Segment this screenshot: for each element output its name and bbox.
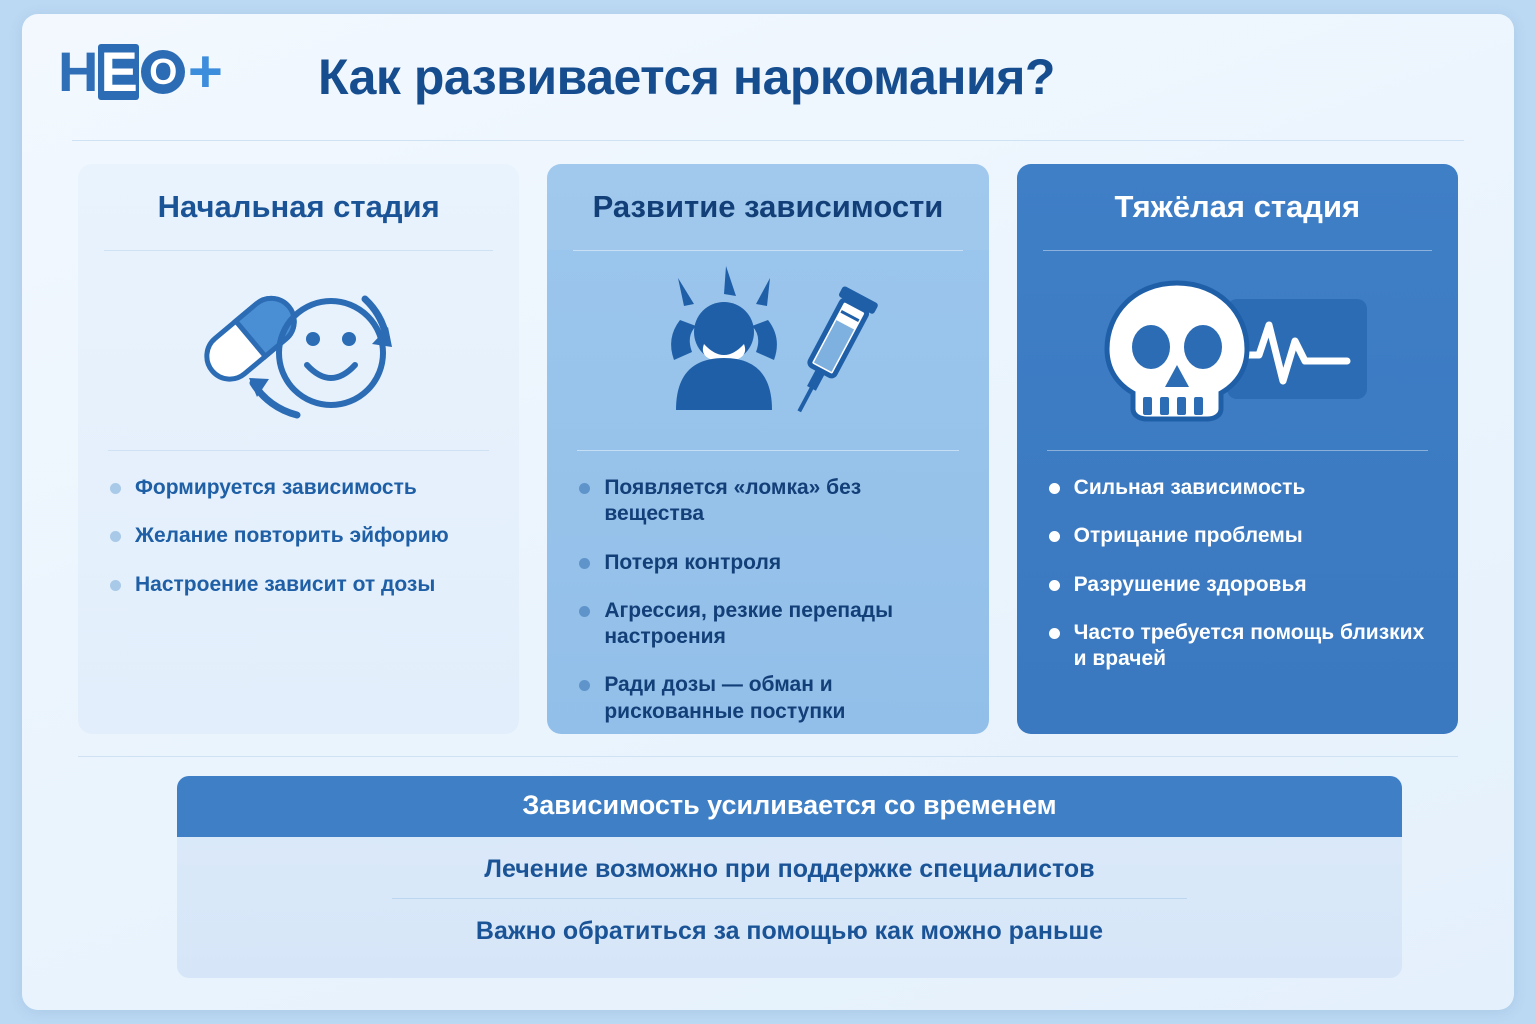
list-item xyxy=(579,475,958,528)
stage-bullets xyxy=(78,451,519,598)
bullet-text: Желание повторить эйфорию xyxy=(135,524,449,548)
list-item xyxy=(579,550,958,576)
bullet-dot-icon xyxy=(579,606,590,617)
stage-bullets xyxy=(547,451,988,725)
page-title: Как развивается наркомания? xyxy=(318,49,1055,105)
bullet-dot-icon xyxy=(110,483,121,494)
bullet-dot-icon xyxy=(1049,628,1060,639)
brand-logo xyxy=(58,38,222,105)
bullet-dot-icon xyxy=(110,531,121,542)
list-item xyxy=(579,598,958,651)
stage-card-development xyxy=(547,164,988,734)
footer-line-2: Важно обратиться за помощью как можно раньше xyxy=(475,917,1104,945)
footer-line-1: Лечение возможно при поддержке специалистов xyxy=(484,855,1095,883)
bullet-dot-icon xyxy=(1049,531,1060,542)
bullet-dot-icon xyxy=(110,580,121,591)
stage-bullets xyxy=(1017,451,1458,672)
card-header-divider xyxy=(104,250,493,251)
stages-container xyxy=(78,164,1458,734)
bullet-dot-icon xyxy=(579,680,590,691)
bullet-dot-icon xyxy=(579,483,590,494)
stage-card-initial xyxy=(78,164,519,734)
list-item xyxy=(1049,523,1428,549)
list-item xyxy=(110,523,489,549)
list-item xyxy=(110,475,489,501)
infographic-poster xyxy=(22,14,1514,1010)
bullet-dot-icon xyxy=(579,558,590,569)
bullet-text: Настроение зависит от дозы xyxy=(135,572,436,596)
bullet-text: Разрушение здоровья xyxy=(1073,572,1307,596)
stage-card-severe xyxy=(1017,164,1458,734)
bullet-text: Формируется зависимость xyxy=(135,476,417,499)
stage-title: Начальная стадия xyxy=(157,189,440,224)
footer-panel xyxy=(177,776,1402,978)
stage-title: Развитие зависимости xyxy=(547,164,988,250)
list-item xyxy=(1049,620,1428,673)
card-header-divider xyxy=(573,250,962,251)
footer-divider xyxy=(78,756,1458,757)
logo-letter-n: Н xyxy=(58,40,98,103)
logo-plus-icon: + xyxy=(187,38,222,105)
bullet-dot-icon xyxy=(1049,580,1060,591)
list-item xyxy=(579,672,958,725)
skull-and-heartbeat-icon xyxy=(1017,250,1458,450)
bullet-text: Ради дозы — обман и рискованные поступки xyxy=(604,673,846,723)
list-item xyxy=(110,572,489,598)
poster-header xyxy=(22,14,1514,132)
bullet-text: Сильная зависимость xyxy=(1073,476,1306,499)
bullet-text: Появляется «ломка» без вещества xyxy=(604,476,862,526)
list-item xyxy=(1049,475,1428,501)
list-item xyxy=(1049,572,1428,598)
pill-and-smiley-cycle-icon xyxy=(78,250,519,450)
stage-title: Тяжёлая стадия xyxy=(1114,189,1361,224)
bullet-text: Потеря контроля xyxy=(604,550,782,574)
bullet-text: Часто требуется помощь близких и врачей xyxy=(1073,620,1425,670)
header-divider xyxy=(72,140,1464,141)
bullet-text: Агрессия, резкие перепады настроения xyxy=(604,598,894,648)
footer-banner: Зависимость усиливается со временем xyxy=(177,776,1402,837)
person-headache-syringe-icon xyxy=(547,250,988,450)
logo-letter-o: О xyxy=(141,50,185,94)
logo-letter-e: Е xyxy=(100,40,137,103)
bullet-text: Отрицание проблемы xyxy=(1073,524,1303,548)
card-header-divider xyxy=(1043,250,1432,251)
bullet-dot-icon xyxy=(1049,483,1060,494)
